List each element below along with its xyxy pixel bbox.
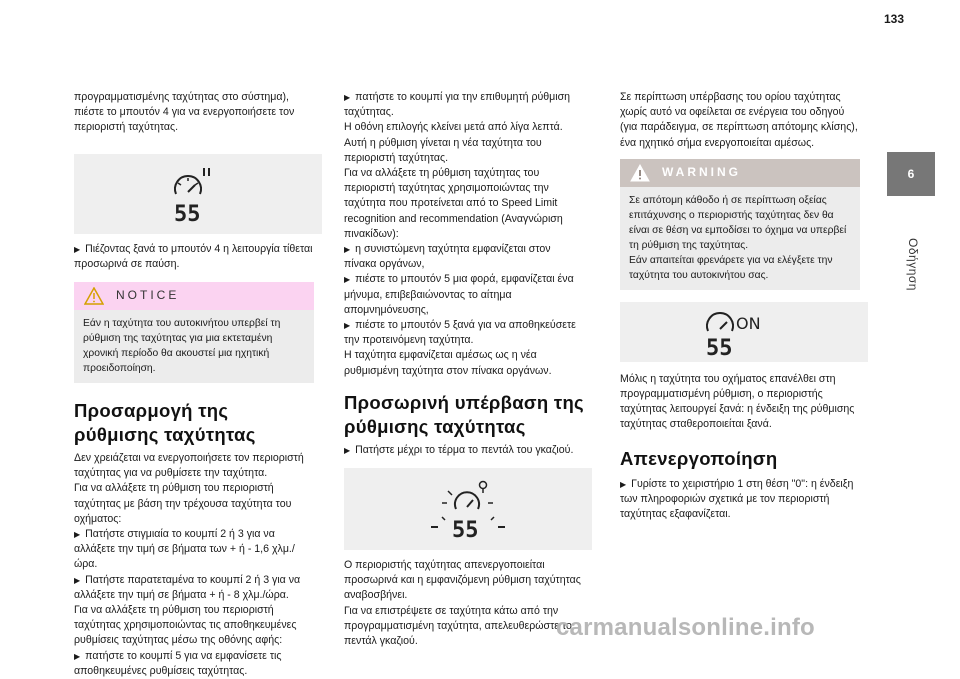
triangle-bullet-icon: ▶ (344, 245, 351, 255)
digits: 55 (706, 335, 733, 357)
paragraph: Η οθόνη επιλογής κλείνει μετά από λίγα λεπτά. (344, 121, 563, 134)
section-heading: Απενεργοποίηση (620, 447, 778, 469)
triangle-bullet-icon: ▶ (344, 445, 351, 455)
speed-limiter-on-icon (702, 307, 786, 357)
warning-triangle-icon (630, 164, 650, 182)
paragraph: Για να αλλάξετε τη ρύθμιση του περιοριστή ταχύτητας χρησιμοποιώντας τις αποθηκευμένες ρυθμίσεις ταχύτητας μέσω της οθόνης αφής: (74, 604, 297, 647)
paragraph: Για να αλλάξετε τη ρύθμιση ταχύτητας του περιοριστή ταχύτητας χρησιμοποιώντας την ταχύτητα που προτείνεται από το Speed Limit recognition and recommendation (Αναγνώριση πινακίδων): (344, 167, 563, 240)
speed-limiter-blinking-icon (428, 479, 508, 539)
page-number: 133 (884, 12, 905, 26)
chapter-tab: 6 (887, 152, 935, 196)
triangle-bullet-icon: ▶ (74, 530, 81, 540)
column-2 (344, 90, 584, 649)
notice-title: NOTICE (116, 288, 180, 303)
list-item: ▶ πατήστε το κουμπί για την επιθυμητή ρύθμιση ταχύτητας. (344, 91, 571, 119)
triangle-bullet-icon: ▶ (344, 275, 351, 285)
chapter-label: Οδήγηση (906, 238, 920, 291)
digits: 55 (174, 201, 201, 223)
section-heading: Προσαρμογή της ρύθμισης ταχύτητας (74, 400, 256, 446)
watermark: carmanualsonline.info (556, 614, 815, 641)
triangle-bullet-icon: ▶ (74, 575, 81, 585)
warning-text (620, 187, 860, 290)
notice-header (74, 282, 314, 310)
column-3 (620, 90, 860, 522)
paragraph: ▶ Πιέζοντας ξανά το μπουτόν 4 η λειτουργία τίθεται προσωρινά σε παύση. (74, 242, 313, 270)
notice-box (74, 282, 314, 383)
warning-title: WARNING (662, 165, 741, 180)
column-1 (74, 90, 314, 679)
paragraph: Σε περίπτωση υπέρβασης του ορίου ταχύτητας χωρίς αυτό να οφείλεται σε ενέργεια του οδηγού (για παράδειγμα, σε περίπτωση απότομης κλίσης), ένα ηχητικό σήμα ενεργοποιείται αμέσως. (620, 91, 858, 149)
paragraph: Για να αλλάξετε τη ρύθμιση του περιοριστή ταχύτητας με βάση την τρέχουσα ταχύτητα του οχήματος: (74, 482, 292, 525)
triangle-bullet-icon: ▶ (74, 651, 81, 661)
triangle-bullet-icon: ▶ (344, 93, 351, 102)
list-item: ▶ πατήστε το κουμπί 5 για να εμφανίσετε τις αποθηκευμένες ρυθμίσεις ταχύτητας. (74, 649, 282, 677)
paragraph: Για να επιστρέψετε σε ταχύτητα κάτω από την προγραμματισμένη ταχύτητα, απελευθερώστε το πεντάλ γκαζιού. (344, 604, 572, 648)
triangle-bullet-icon: ▶ (74, 244, 81, 254)
paragraph: Δεν χρειάζεται να ενεργοποιήσετε τον περιοριστή ταχύτητας για να ρυθμίσετε την ταχύτητα. (74, 452, 304, 480)
digits: 55 (452, 518, 479, 540)
list-item: ▶ Γυρίστε το χειριστήριο 1 στη θέση "0": η ένδειξη των πληροφοριών σχετικά με τον περιοριστή ταχύτητας εξαφανίζεται. (620, 477, 854, 521)
paragraph: Αυτή η ρύθμιση γίνεται η νέα ταχύτητα του περιοριστή ταχύτητας. (344, 136, 542, 164)
list-item: ▶ η συνιστώμενη ταχύτητα εμφανίζεται στον πίνακα οργάνων, (344, 243, 551, 271)
triangle-bullet-icon: ▶ (344, 321, 351, 331)
warning-triangle-icon (84, 287, 104, 305)
paragraph: Μόλις η ταχύτητα του οχήματος επανέλθει στη προγραμματισμένη ρύθμιση, ο περιοριστής ταχύτητας λειτουργεί ξανά: η ένδειξη της ρύθμισης ταχύτητας σταθεροποιείται ξανά. (620, 372, 855, 431)
speed-limiter-pause-icon (168, 165, 228, 223)
paragraph: Εάν απαιτείται φρενάρετε για να ελέγξετε την ταχύτητα του αυτοκινήτου σας. (629, 254, 833, 281)
list-item: ▶ Πατήστε μέχρι το τέρμα το πεντάλ του γκαζιού. (344, 443, 574, 456)
list-item: ▶ πιέστε το μπουτόν 5 μια φορά, εμφανίζεται ένα μήνυμα, επιβεβαιώνοντας το αίτημα απομνημόνευσης, (344, 273, 574, 316)
warning-box (620, 159, 860, 290)
on-label: ON (736, 313, 761, 333)
list-item: ▶ Πατήστε παρατεταμένα το κουμπί 2 ή 3 για να αλλάξετε την τιμή σε βήματα + ή - 8 χλμ./ώρα. (74, 573, 301, 601)
speed-limiter-on-figure (620, 302, 868, 362)
notice-text: Εάν η ταχύτητα του αυτοκινήτου υπερβεί τη ρύθμιση της ταχύτητας για μια εκτεταμένη χρονική περίοδο θα ακουστεί μια ηχητική προειδοποίηση. (83, 318, 281, 375)
paragraph: προγραμματισμένης ταχύτητας στο σύστημα), πιέστε το μπουτόν 4 για να ενεργοποιήσετε τον περιοριστή ταχύτητας. (74, 91, 295, 134)
section-heading: Προσωρινή υπέρβαση της ρύθμισης ταχύτητας (344, 391, 584, 437)
triangle-bullet-icon: ▶ (620, 479, 627, 489)
paragraph: Η ταχύτητα εμφανίζεται αμέσως ως η νέα ρυθμισμένη ταχύτητα στον πίνακα οργάνων. (344, 349, 552, 377)
section-body (74, 451, 314, 679)
speed-limiter-paused-figure (74, 154, 322, 234)
paragraph: Σε απότομη κάθοδο ή σε περίπτωση οξείας επιτάχυνσης ο περιοριστής ταχύτητας δεν θα είναι σε θέση να εμποδίσει το όχημα να υπερβεί τη ρύθμιση της ταχύτητας. (629, 194, 847, 251)
list-item: ▶ πιέστε το μπουτόν 5 ξανά για να αποθηκεύσετε την προτεινόμενη ταχύτητα. (344, 319, 576, 347)
speed-limiter-override-figure (344, 468, 592, 550)
warning-header (620, 159, 860, 187)
list-item: ▶ Πατήστε στιγμιαία το κουμπί 2 ή 3 για να αλλάξετε την τιμή σε βήματα των + ή - 1,6 χλμ./ώρα. (74, 528, 295, 571)
paragraph: Ο περιοριστής ταχύτητας απενεργοποιείται προσωρινά και η εμφανιζόμενη ρύθμιση ταχύτητας αναβοσβήνει. (344, 559, 581, 602)
